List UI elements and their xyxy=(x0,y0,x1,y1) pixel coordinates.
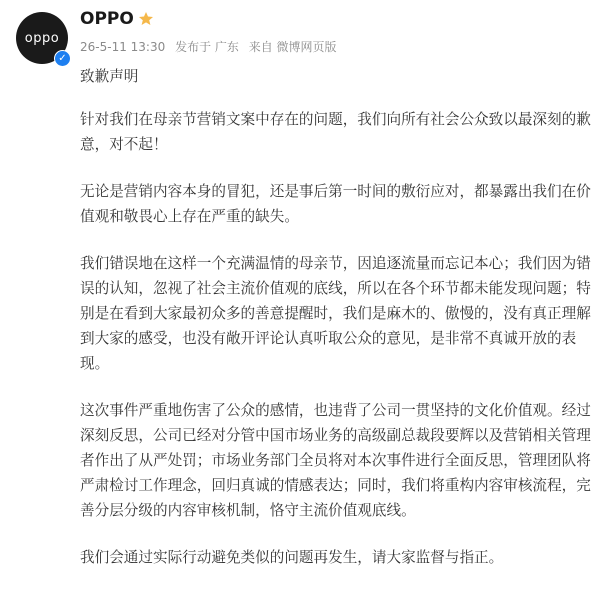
oppo-logo: oppo xyxy=(24,30,60,46)
author-name-link[interactable]: OPPO xyxy=(80,9,134,29)
post-time[interactable]: 26-5-11 13:30 xyxy=(80,40,166,54)
post-paragraph-3: 我们错误地在这样一个充满温情的母亲节，因追逐流量而忘记本心；我们因为错误的认知，忽视了社会主流价值观的底线，所以在各个环节都未能发现问题；特别是在看到大家最初众多的善意提醒时，我们是麻木的、傲慢的，没有真正理解到大家的感受，也没有敞开评论认真听取公众的意见，是非常不真诚开放的表现。 xyxy=(80,255,591,372)
post-paragraph-5: 我们会通过实际行动避免类似的问题再发生，请大家监督与指正。 xyxy=(80,549,504,566)
post-paragraph-4: 这次事件严重地伤害了公众的感情，也违背了公司一贯坚持的文化价值观。经过深刻反思，公司已经对分管中国市场业务的高级副总裁段要辉以及营销相关管理者作出了从严处罚；市场业务部门全员将对本次事件进行全面反思，管理团队将严肃检讨工作理念，回归真诚的情感表达；同时，我们将重构内容审核流程，完善分层分级的内容审核机制，恪守主流价值观底线。 xyxy=(80,402,591,519)
post-location: 发布于 广东 xyxy=(175,40,239,54)
post-source[interactable]: 来自 微博网页版 xyxy=(248,40,337,54)
author-row xyxy=(80,9,154,29)
membership-badge-icon xyxy=(138,11,154,27)
post-content xyxy=(80,64,592,592)
author-avatar[interactable] xyxy=(16,12,68,64)
verified-badge-icon: ✓ xyxy=(54,50,71,67)
post-meta xyxy=(80,38,343,55)
post-paragraph-1: 针对我们在母亲节营销文案中存在的问题，我们向所有社会公众致以最深刻的歉意，对不起！ xyxy=(80,111,591,153)
post-paragraph-2: 无论是营销内容本身的冒犯，还是事后第一时间的敷衍应对，都暴露出我们在价值观和敬畏心上存在严重的缺失。 xyxy=(80,183,591,225)
post-title: 致歉声明 xyxy=(80,68,139,85)
